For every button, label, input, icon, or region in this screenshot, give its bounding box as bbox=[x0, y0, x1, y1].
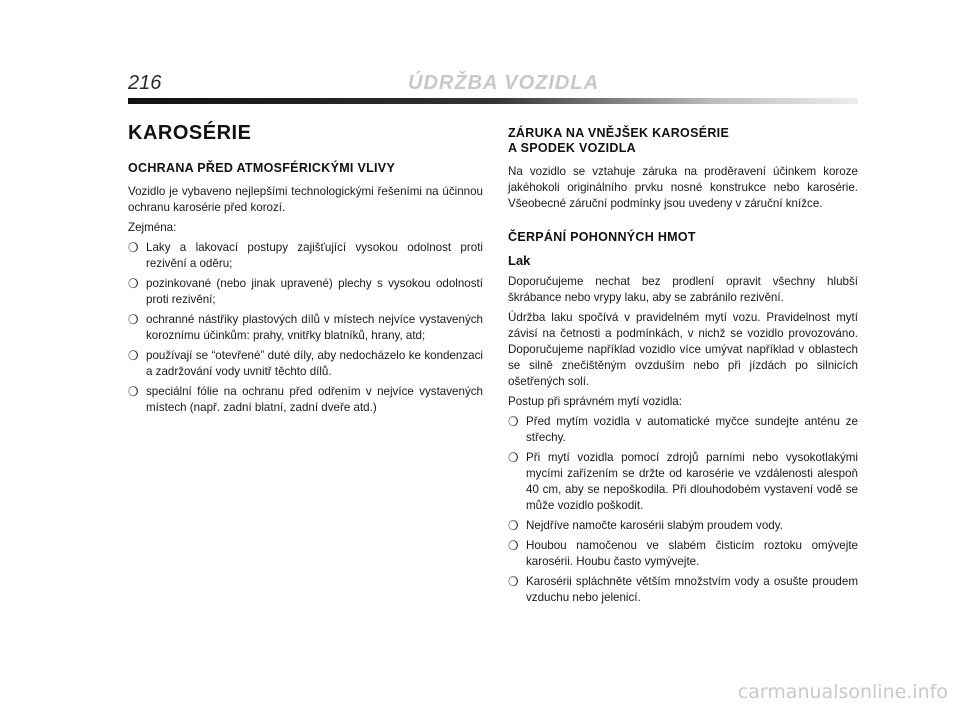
circle-bullet-icon: ❍ bbox=[508, 450, 519, 465]
list-item: ❍ používají se “otevřené” duté díly, aby nedocházelo ke kondenzaci a zadržování vody uvnitř těchto dílů. bbox=[128, 348, 483, 378]
fuel-heading: ČERPÁNÍ POHONNÝCH HMOT bbox=[508, 230, 696, 244]
running-title: ÚDRŽBA VOZIDLA bbox=[408, 72, 600, 94]
section-title: KAROSÉRIE bbox=[128, 122, 252, 144]
list-item: ❍ Nejdříve namočte karosérii slabým proudem vody. bbox=[508, 518, 783, 533]
intro-paragraph: Vozidlo je vybaveno nejlepšími technologickými řešeními na účinnou ochranu karosérie před korozí. bbox=[128, 185, 483, 214]
circle-bullet-icon: ❍ bbox=[128, 384, 139, 399]
circle-bullet-icon: ❍ bbox=[128, 312, 139, 327]
lak-paragraph-1: Doporučujeme nechat bez prodlení opravit všechny hlubší škrábance nebo vrypy laku, aby se zabránilo rezivění. bbox=[508, 275, 858, 304]
protection-list bbox=[128, 240, 483, 416]
spacer bbox=[508, 216, 858, 230]
list-item: ❍ Laky a lakovací postupy zajišťující vysokou odolnost proti rezivění a oděru; bbox=[128, 240, 483, 270]
list-item: ❍ Houbou namočenou ve slabém čisticím roztoku omývejte karosérii. Houbu často vymývejte. bbox=[508, 538, 858, 568]
left-column bbox=[128, 122, 483, 420]
warranty-heading bbox=[508, 126, 858, 156]
warranty-heading-line2: A SPODEK VOZIDLA bbox=[508, 141, 636, 155]
subsection-title: OCHRANA PŘED ATMOSFÉRICKÝMI VLIVY bbox=[128, 161, 396, 175]
circle-bullet-icon: ❍ bbox=[508, 518, 519, 533]
right-column bbox=[508, 122, 858, 610]
circle-bullet-icon: ❍ bbox=[508, 574, 519, 589]
circle-bullet-icon: ❍ bbox=[508, 538, 519, 553]
circle-bullet-icon: ❍ bbox=[128, 276, 139, 291]
list-item: ❍ pozinkované (nebo jinak upravené) plechy s vysokou odolností proti rezivění; bbox=[128, 276, 483, 306]
wash-intro: Postup při správném mytí vozidla: bbox=[508, 395, 682, 408]
header-rule bbox=[128, 98, 858, 104]
lak-heading: Lak bbox=[508, 253, 531, 268]
list-item: ❍ ochranné nástřiky plastových dílů v místech nejvíce vystavených koroznímu účinkům: prahy, vnitřky blatníků, hrany, atd; bbox=[128, 312, 483, 342]
watermark: carmanualsonline.info bbox=[737, 681, 948, 703]
list-item: ❍ Karosérii spláchněte větším množstvím vody a osušte proudem vzduchu nebo jelenicí. bbox=[508, 574, 858, 604]
list-item: ❍ speciální fólie na ochranu před odřením v nejvíce vystavených místech (např. zadní blatní, zadní dveře atd.) bbox=[128, 384, 483, 414]
circle-bullet-icon: ❍ bbox=[508, 414, 519, 429]
list-item: ❍ Při mytí vozidla pomocí zdrojů parními nebo vysokotlakými mycími zařízením se držte od karosérie ve vzdálenosti alespoň 40 cm, aby se nepoškodila. Při dlouhodobém vystavení vodě se může vozidlo poškodit. bbox=[508, 450, 858, 512]
lak-paragraph-2: Údržba laku spočívá v pravidelném mytí vozu. Pravidelnost mytí závisí na četnosti a podmínkách, v nichž se vozidlo provozováno. Doporučujeme například vozidlo více umývat například v oblastech se silně znečištěným ovzduším nebo při jízdách po silnicích ošetřených solí. bbox=[508, 311, 858, 388]
circle-bullet-icon: ❍ bbox=[128, 348, 139, 363]
warranty-paragraph: Na vozidlo se vztahuje záruka na proděravení účinkem koroze jakéhokoli originálního prvku nosné konstrukce nebo karosérie. Všeobecné záruční podmínky jsou uvedeny v záruční knížce. bbox=[508, 165, 858, 210]
list-item: ❍ Před mytím vozidla v automatické myčce sundejte anténu ze střechy. bbox=[508, 414, 858, 444]
zejmena-label: Zejména: bbox=[128, 221, 177, 234]
wash-list bbox=[508, 414, 858, 606]
warranty-heading-line1: ZÁRUKA NA VNĚJŠEK KAROSÉRIE bbox=[508, 126, 730, 140]
page-header bbox=[128, 72, 858, 96]
circle-bullet-icon: ❍ bbox=[128, 240, 139, 255]
page-number: 216 bbox=[128, 72, 162, 94]
